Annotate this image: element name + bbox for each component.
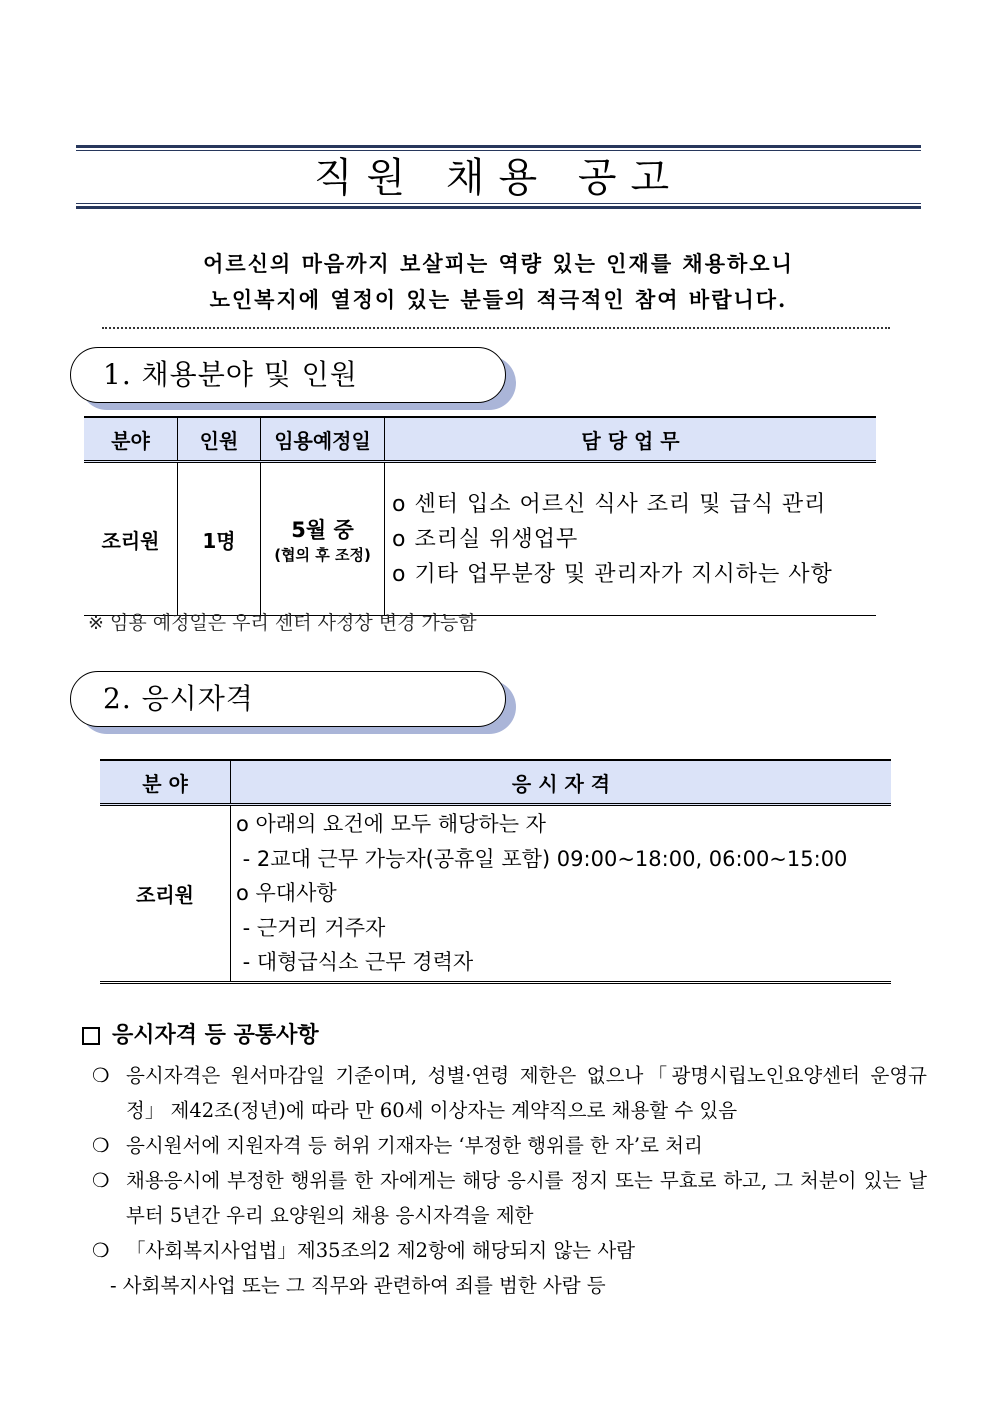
date-main: 5월 중 xyxy=(291,517,354,542)
list-item xyxy=(92,1163,927,1233)
recruitment-table xyxy=(84,416,876,616)
schedule-note: ※ 임용 예정일은 우리 센터 사정상 변경 가능함 xyxy=(88,612,477,634)
duties-cell xyxy=(385,462,877,616)
list-item-text: 「사회복지사업법」제35조의2 제2항에 해당되지 않는 사람 xyxy=(126,1239,635,1262)
date-sub: (협의 후 조정) xyxy=(274,545,371,564)
title-bottom-rule-thin xyxy=(76,203,921,204)
duty-item: o 조리실 위생업무 xyxy=(392,526,579,552)
count-cell: 1명 xyxy=(178,462,261,616)
list-item-text: 채용응시에 부정한 행위를 한 자에게는 해당 응시를 정지 또는 무효로 하고, 그 처분이 있는 날부터 5년간 우리 요양원의 채용 응시자격을 제한 xyxy=(126,1169,927,1227)
section1-heading: 1. 채용분야 및 인원 xyxy=(70,347,506,403)
col-header-duties: 담 당 업 무 xyxy=(385,417,877,462)
col-header-field: 분야 xyxy=(84,417,178,462)
intro-divider xyxy=(102,327,890,329)
table-row xyxy=(84,462,876,616)
field-cell: 조리원 xyxy=(84,462,178,616)
intro-line-1: 어르신의 마음까지 보살피는 역량 있는 인재를 채용하오니 xyxy=(203,251,794,276)
col-header-date: 임용예정일 xyxy=(261,417,385,462)
title-bottom-rule xyxy=(76,206,921,209)
list-item xyxy=(92,1128,927,1163)
qualification-table xyxy=(100,759,891,984)
qualification-item: - 대형급식소 근무 경력자 xyxy=(236,950,474,974)
col-header-count: 인원 xyxy=(178,417,261,462)
title-top-rule xyxy=(76,145,921,148)
date-cell xyxy=(261,462,385,616)
common-heading-text: 응시자격 등 공통사항 xyxy=(112,1022,319,1048)
list-item xyxy=(92,1058,927,1128)
col-header-qualifications: 응 시 자 격 xyxy=(231,760,892,805)
circle-bullet-icon: ❍ xyxy=(92,1064,110,1087)
common-list xyxy=(92,1058,927,1303)
sub-list-item: - 사회복지사업 또는 그 직무와 관련하여 죄를 범한 사람 등 xyxy=(110,1274,606,1297)
checkbox-icon xyxy=(82,1027,100,1045)
intro-line-2: 노인복지에 열정이 있는 분들의 적극적인 참여 바랍니다. xyxy=(209,287,788,312)
qualifications-cell xyxy=(231,805,892,983)
list-item xyxy=(92,1233,927,1268)
qualification-item: - 근거리 거주자 xyxy=(236,915,386,940)
common-heading xyxy=(82,1018,319,1049)
table-row xyxy=(100,805,891,983)
qualification-item: o 아래의 요건에 모두 해당하는 자 xyxy=(236,812,546,836)
circle-bullet-icon: ❍ xyxy=(92,1134,110,1157)
qualification-item: o 우대사항 xyxy=(236,881,337,905)
field-cell: 조리원 xyxy=(100,805,231,983)
duty-item: o 센터 입소 어르신 식사 조리 및 급식 관리 xyxy=(392,491,827,517)
circle-bullet-icon: ❍ xyxy=(92,1169,110,1192)
col-header-field: 분 야 xyxy=(100,760,231,805)
page-title: 직원 채용 공고 xyxy=(313,155,684,201)
duty-item: o 기타 업무분장 및 관리자가 지시하는 사항 xyxy=(392,561,833,587)
qualification-item: - 2교대 근무 가능자(공휴일 포함) 09:00~18:00, 06:00~15:00 xyxy=(236,846,848,871)
list-item-text: 응시자격은 원서마감일 기준이며, 성별·연령 제한은 없으나「광명시립노인요양센터 운영규정」 제42조(정년)에 따라 만 60세 이상자는 계약직으로 채용할 수 있음 xyxy=(126,1064,927,1122)
circle-bullet-icon: ❍ xyxy=(92,1239,110,1262)
list-item-text: 응시원서에 지원자격 등 허위 기재자는 ‘부정한 행위를 한 자’로 처리 xyxy=(126,1134,703,1157)
section2-heading: 2. 응시자격 xyxy=(70,671,506,727)
